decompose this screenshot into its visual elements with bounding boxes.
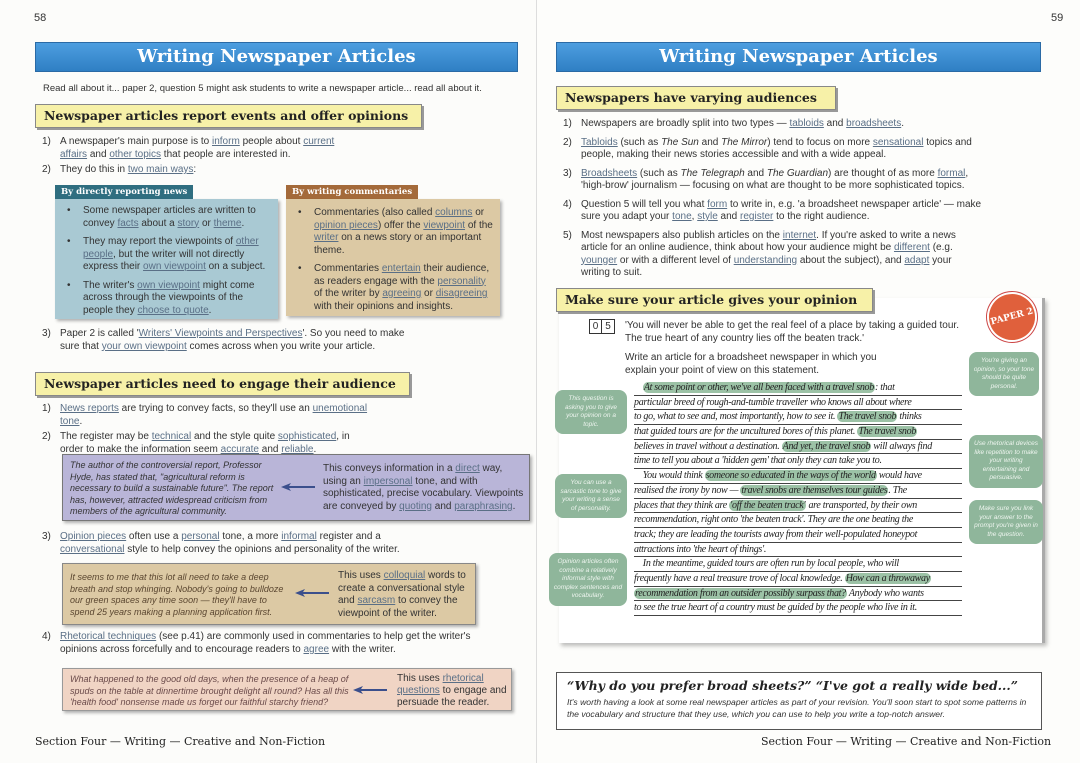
text: . bbox=[241, 217, 245, 229]
answer-line bbox=[634, 410, 962, 425]
answer-line bbox=[634, 440, 962, 455]
key-term: impersonal bbox=[363, 475, 413, 487]
page-number: 59 bbox=[1051, 12, 1064, 24]
key-term: direct bbox=[455, 463, 480, 474]
callout-informal: Opinion articles often combine a relatively informal style with complex sentences and vocabulary. bbox=[549, 553, 627, 606]
key-term: different bbox=[893, 242, 930, 253]
text: This conveys information in a bbox=[323, 463, 456, 474]
callout-rhetorical: Use rhetorical devices like repetition to make your writing entertaining and persuasive. bbox=[969, 435, 1043, 488]
highlighted-phrase: At some point or other, we've all been faced with a travel snob bbox=[643, 382, 874, 393]
key-term: tabloids bbox=[789, 118, 824, 129]
text: of the writer by bbox=[314, 288, 383, 299]
text: (see p.41) are commonly used in commentaries to help get the writer's opinions across forcefully and to encourage readers to bbox=[60, 631, 471, 655]
list-item: 1) Newspapers are broadly split into two types — tabloids and broadsheets. bbox=[563, 118, 904, 129]
text: This uses bbox=[338, 570, 384, 581]
reporting-box bbox=[55, 199, 278, 319]
highlighted-phrase: travel snobs are themselves tour guides bbox=[741, 484, 888, 496]
section-heading: Make sure your article gives your opinion bbox=[556, 288, 873, 312]
publication-name: The Sun bbox=[661, 136, 699, 148]
right-page bbox=[536, 0, 1080, 763]
list-item: 5) Most newspapers also publish articles on the internet. If you're asked to write a news article for an online audience, think about how your audience might be different (e.g. younger or with a different level of understanding about the subject), and adapt your writing to suit. bbox=[563, 229, 956, 278]
text: The writer's bbox=[83, 279, 138, 291]
key-term: own viewpoint bbox=[143, 261, 206, 272]
text: to write in, e.g. 'a broadsheet newspaper article' — make sure you adapt your bbox=[581, 198, 982, 222]
text: comes across when you write your article. bbox=[186, 340, 376, 352]
answer-line bbox=[634, 543, 962, 558]
text: topics and people, making their news stories accessible and with a wide appeal. bbox=[581, 136, 972, 160]
answer-line bbox=[634, 396, 962, 411]
tip-box bbox=[556, 672, 1042, 730]
text: (e.g. bbox=[929, 242, 953, 253]
text: places that they think are bbox=[634, 499, 730, 511]
key-term: Rhetorical techniques bbox=[60, 631, 157, 642]
tip-title: “Why do you prefer broad sheets?” “I've got a really wide bed...” bbox=[567, 678, 1018, 693]
list-item: 1) A newspaper's main purpose is to inform people about current affairs and other topics that people are interested in. bbox=[42, 136, 335, 160]
key-term: personal bbox=[181, 531, 220, 542]
example-box-rhetorical bbox=[62, 668, 512, 711]
text: They may report the viewpoints of bbox=[83, 236, 236, 247]
text: with their opinions and insights. bbox=[314, 300, 453, 312]
text: to convey the viewpoint of the writer. bbox=[338, 595, 458, 619]
text: A newspaper's main purpose is to bbox=[60, 136, 212, 147]
key-term: unemotional tone bbox=[60, 403, 368, 427]
answer-text bbox=[634, 381, 962, 616]
paper-badge: PAPER 2 bbox=[981, 286, 1042, 347]
answer-line bbox=[634, 528, 962, 543]
text: and the style quite bbox=[191, 431, 278, 442]
answer-line bbox=[634, 425, 962, 440]
key-term: story bbox=[177, 217, 200, 229]
highlighted-phrase: How can a throwaway bbox=[845, 572, 930, 584]
key-term: facts bbox=[117, 217, 139, 229]
footer: Section Four — Writing — Creative and Non-Fiction bbox=[35, 735, 326, 748]
text: ) are thought of as more bbox=[828, 167, 938, 179]
bullet bbox=[55, 280, 270, 318]
example-quote: The author of the controversial report, Professor Hyde, has stated that, "agricultural reform is necessary to build a sustainable future". The report has, however, attracted widespread criticism from members of the agricultural community. bbox=[70, 460, 274, 516]
key-term: internet bbox=[782, 229, 817, 241]
text: realised the irony by now — bbox=[634, 484, 741, 496]
question-instruction: Write an article for a broadsheet newspaper in which you explain your point of view on this statement. bbox=[625, 352, 877, 376]
text: Paper 2 is called ' bbox=[60, 328, 139, 339]
answer-line bbox=[634, 454, 962, 469]
text: : bbox=[193, 164, 197, 175]
callout-personal: You're giving an opinion, so your tone should be quite personal. bbox=[969, 352, 1039, 396]
answer-line bbox=[634, 572, 962, 587]
text: people about bbox=[239, 136, 304, 147]
key-term: sensational bbox=[872, 136, 924, 148]
key-term: style bbox=[697, 211, 718, 222]
example-note bbox=[323, 463, 528, 513]
page-title: Writing Newspaper Articles bbox=[35, 42, 518, 72]
text: , bbox=[691, 211, 698, 222]
text: to see the true heart of a country must be guided by the people who live in it. bbox=[634, 602, 917, 614]
answer-line bbox=[634, 601, 962, 616]
example-box-report bbox=[62, 454, 530, 521]
text: Question 5 will tell you what bbox=[581, 198, 708, 210]
key-term: Tabloids bbox=[581, 136, 618, 148]
list-item: 1) News reports are trying to convey facts, so they'll use an unemotional tone. bbox=[42, 403, 368, 427]
arrow-left-icon bbox=[353, 686, 387, 694]
text: : that bbox=[874, 382, 895, 393]
key-term: choose to quote bbox=[137, 304, 209, 316]
key-term: sarcasm bbox=[357, 595, 396, 606]
publication-name: The Mirror bbox=[721, 136, 768, 148]
key-term: technical bbox=[151, 431, 192, 442]
key-term: accurate bbox=[220, 443, 259, 455]
box-tab: By directly reporting news bbox=[55, 185, 193, 199]
text: ) tend to focus on more bbox=[767, 136, 873, 148]
text: The register may be bbox=[60, 431, 152, 442]
callout-asking: This question is asking you to give your opinion on a topic. bbox=[555, 390, 627, 434]
text: particular breed of rough-and-tumble traveller who knows all about where bbox=[634, 396, 912, 408]
key-term: colloquial bbox=[383, 570, 426, 581]
text: Commentaries bbox=[314, 263, 382, 274]
text: . bbox=[313, 443, 317, 455]
text: They do this in bbox=[60, 164, 128, 175]
example-note bbox=[338, 570, 473, 620]
text: often use a bbox=[126, 531, 182, 542]
text: . bbox=[901, 118, 904, 129]
publication-name: The Telegraph bbox=[680, 167, 745, 179]
list-item: 2) The register may be technical and the style quite sophisticated, in order to make the information seem accurate and reliable. bbox=[42, 431, 350, 455]
key-term: current affairs bbox=[60, 136, 335, 160]
text: Most newspapers also publish articles on the bbox=[581, 229, 783, 241]
highlighted-phrase: someone so educated in the ways of the world bbox=[705, 470, 876, 482]
text: register and a bbox=[316, 531, 381, 542]
text: . bbox=[512, 500, 516, 512]
key-term: your own viewpoint bbox=[101, 340, 187, 352]
section-heading: Newspaper articles need to engage their audience bbox=[35, 372, 410, 396]
text: tone, a more bbox=[219, 531, 282, 542]
key-term: rhetorical questions bbox=[397, 673, 484, 696]
question-quote: 'You will never be able to get the real feel of a place by taking a guided tour. The true heart of any country lies off the beaten track.' bbox=[625, 320, 959, 344]
text: Commentaries (also called bbox=[314, 207, 436, 218]
list-item: 4) Rhetorical techniques (see p.41) are commonly used in commentaries to help get the writer's opinions across forcefully and to encourage readers to agree with the writer. bbox=[42, 631, 471, 655]
key-term: understanding bbox=[733, 254, 798, 266]
answer-line bbox=[634, 513, 962, 528]
text: and bbox=[698, 136, 722, 148]
example-note bbox=[397, 673, 509, 709]
text: attractions into 'the heart of things'. bbox=[634, 543, 767, 555]
key-term: writer bbox=[314, 232, 339, 243]
key-term: viewpoint bbox=[423, 219, 466, 231]
key-term: formal bbox=[937, 167, 966, 179]
arrow-left-icon bbox=[281, 483, 315, 491]
text: In the meantime, guided tours are often run by local people, who will bbox=[634, 558, 899, 570]
answer-line bbox=[634, 381, 962, 396]
list-item: 4) Question 5 will tell you what form to write in, e.g. 'a broadsheet newspaper article' — make sure you adapt your tone, style and register to the right audience. bbox=[563, 198, 982, 222]
text: frequently have a real treasure trove of local knowledge. bbox=[634, 572, 845, 584]
key-term: sophisticated bbox=[277, 431, 337, 442]
key-term: columns bbox=[435, 207, 473, 218]
key-term: two main ways bbox=[127, 164, 194, 175]
text: This uses bbox=[397, 673, 443, 684]
text: and bbox=[823, 118, 847, 129]
list-item: 3) Paper 2 is called 'Writers' Viewpoints and Perspectives'. So you need to make sure that your own viewpoint comes across when you write your article. bbox=[42, 328, 405, 352]
text: with the writer. bbox=[329, 643, 396, 655]
bullet bbox=[286, 207, 494, 257]
text: to engage and persuade the reader. bbox=[397, 685, 507, 708]
list-item: 3) Broadsheets (such as The Telegraph and The Guardian) are thought of as more formal, 'high-brow' journalism — focusing on what are thought to be more sophisticated topics. bbox=[563, 167, 969, 191]
text: , 'high-brow' journalism — focusing on what are thought to be more sophisticated topics. bbox=[581, 167, 969, 191]
text: that people are interested in. bbox=[161, 148, 291, 160]
bullet bbox=[55, 205, 270, 230]
text: '. So you need to make sure that bbox=[60, 328, 405, 352]
text: or with a different level of bbox=[617, 254, 734, 266]
list-item: 2) They do this in two main ways: bbox=[42, 164, 197, 175]
text: tone, and with sophisticated, precise vocabulary. Viewpoints are conveyed by bbox=[323, 475, 524, 512]
text: to go, what to see and, most importantly, how to see it. bbox=[634, 411, 838, 423]
bullet bbox=[286, 263, 494, 313]
text: will always find bbox=[871, 440, 932, 452]
key-term: opinion pieces bbox=[314, 219, 378, 231]
text: are trying to convey facts, so they'll use an bbox=[118, 403, 313, 414]
key-term: theme bbox=[213, 217, 242, 229]
answer-line bbox=[634, 469, 962, 484]
left-page bbox=[0, 0, 536, 763]
answer-line bbox=[634, 499, 962, 514]
callout-sarcastic: You can use a sarcastic tone to give your writing a sense of personality. bbox=[555, 474, 627, 518]
highlighted-phrase: recommendation from an outsider possibly surpass that? bbox=[635, 587, 846, 599]
text: time to tell you about a 'hidden gem' that only they can take you to. bbox=[634, 455, 882, 467]
key-term: agreeing bbox=[382, 288, 422, 299]
bullet bbox=[55, 236, 270, 274]
text: and bbox=[431, 500, 455, 512]
example-quote: What happened to the good old days, when the presence of a heap of spuds on the table at dinnertime brought delight all round? Has all this 'health food' nonsense made us forget our faithful starchy friend? bbox=[70, 674, 349, 707]
text: on a news story or an important theme. bbox=[314, 232, 482, 256]
tip-body: It's worth having a look at some real newspaper articles as part of your revision. You'll soon start to spot some patterns in the vocabulary and structure that they use, which you can use to help you write a top-notch answer. bbox=[567, 697, 1027, 719]
text: . bbox=[79, 415, 83, 427]
key-term: paraphrasing bbox=[454, 500, 513, 512]
highlighted-phrase: The travel snob bbox=[838, 411, 897, 423]
text: Newspapers are broadly split into two types — bbox=[581, 118, 790, 129]
text: their audience, as readers engage with the bbox=[314, 263, 490, 287]
text: on a subject. bbox=[205, 261, 266, 272]
key-term: Writers' Viewpoints and Perspectives bbox=[138, 328, 303, 339]
text: and bbox=[87, 148, 110, 160]
page-title: Writing Newspaper Articles bbox=[556, 42, 1041, 72]
text: ) offer the bbox=[377, 219, 424, 231]
text: way, using an bbox=[323, 463, 503, 487]
text: about a bbox=[138, 217, 178, 229]
text: of the bbox=[465, 219, 493, 231]
key-term: Broadsheets bbox=[581, 167, 638, 179]
question-number bbox=[589, 319, 615, 334]
answer-line bbox=[634, 587, 962, 602]
text: (such as bbox=[617, 136, 662, 148]
text: your writing to suit. bbox=[581, 254, 952, 278]
key-term: quoting bbox=[399, 500, 432, 512]
digit: 0 bbox=[589, 319, 602, 334]
text: are transported, by their own bbox=[806, 499, 917, 511]
list-item: 2) Tabloids (such as The Sun and The Mirror) tend to focus on more sensational topics and people, making their news stories accessible and with a wide appeal. bbox=[563, 136, 972, 160]
text: or bbox=[199, 217, 214, 229]
commentary-box bbox=[286, 199, 500, 316]
example-quote: It seems to me that this lot all need to take a deep breath and stop whinging. Nobody's going to bulldoze our green spaces any time soon — they'll have to spend 25 years making a planning application first. bbox=[70, 572, 284, 617]
key-term: register bbox=[740, 211, 774, 222]
digit: 5 bbox=[602, 319, 615, 334]
section-heading: Newspaper articles report events and offer opinions bbox=[35, 104, 422, 128]
callout-link: Make sure you link your answer to the prompt you're given in the question. bbox=[969, 500, 1043, 544]
text: (such as bbox=[637, 167, 681, 179]
text: about the subject), and bbox=[797, 254, 905, 266]
highlighted-phrase: 'off the beaten track' bbox=[730, 499, 806, 511]
text bbox=[634, 382, 643, 393]
key-term: younger bbox=[581, 254, 618, 266]
key-term: entertain bbox=[381, 263, 421, 274]
key-term: News reports bbox=[60, 403, 119, 414]
list-item: 3) Opinion pieces often use a personal tone, a more informal register and a conversational style to help convey the opinions and personality of the writer. bbox=[42, 531, 400, 555]
section-heading: Newspapers have varying audiences bbox=[556, 86, 836, 110]
key-term: inform bbox=[212, 136, 240, 147]
key-term: disagreeing bbox=[435, 288, 488, 299]
key-term: personality bbox=[437, 275, 486, 287]
text: words to create a conversational style and bbox=[338, 570, 466, 606]
highlighted-phrase: The travel snob bbox=[858, 426, 917, 438]
text: believes in travel without a destination. bbox=[634, 440, 782, 452]
text: and bbox=[717, 211, 741, 222]
text: might come across through the viewpoints of the people they bbox=[83, 279, 255, 316]
text: or bbox=[472, 207, 485, 218]
text: or bbox=[421, 288, 436, 299]
key-term: agree bbox=[303, 643, 330, 655]
text: and bbox=[259, 443, 282, 455]
text: , but the writer will not directly express their bbox=[83, 248, 245, 272]
page-number: 58 bbox=[34, 12, 47, 24]
key-term: form bbox=[707, 198, 728, 210]
answer-line bbox=[634, 484, 962, 499]
footer: Section Four — Writing — Creative and Non-Fiction bbox=[761, 735, 1052, 748]
box-tab: By writing commentaries bbox=[286, 185, 418, 199]
text: and bbox=[744, 167, 767, 179]
key-term: Opinion pieces bbox=[60, 531, 127, 542]
text: would have bbox=[876, 470, 922, 482]
intro-text: Read all about it... paper 2, question 5 might ask students to write a newspaper article... read all about it. bbox=[43, 83, 482, 94]
key-term: conversational bbox=[60, 543, 125, 555]
text: that guided tours are for the uncultured bores of this planet. bbox=[634, 426, 858, 438]
key-term: other people bbox=[83, 236, 259, 260]
text: to the right audience. bbox=[773, 211, 870, 222]
key-term: informal bbox=[281, 531, 317, 542]
key-term: broadsheets bbox=[846, 118, 902, 129]
key-term: reliable bbox=[281, 443, 314, 455]
text: . If you're asked to write a news article for an online audience, think about how your audience might be bbox=[581, 229, 956, 253]
arrow-left-icon bbox=[295, 589, 329, 597]
text: You would think bbox=[634, 470, 705, 482]
text: . The bbox=[888, 484, 907, 496]
text: . bbox=[208, 304, 212, 316]
text: track; they are leading the tourists away from their well-populated honeypot bbox=[634, 528, 918, 540]
key-term: adapt bbox=[904, 254, 930, 266]
highlighted-phrase: And yet, the travel snob bbox=[782, 440, 871, 452]
example-box-opinion bbox=[62, 563, 476, 625]
text: recommendation, right onto 'the beaten track'. They are the one beating the bbox=[634, 514, 914, 526]
key-term: own viewpoint bbox=[137, 279, 200, 291]
text: Anybody who wants bbox=[846, 587, 924, 599]
key-term: other topics bbox=[109, 148, 162, 160]
publication-name: The Guardian bbox=[766, 167, 829, 179]
key-term: tone bbox=[672, 211, 692, 222]
text: , in order to make the information seem bbox=[60, 431, 350, 455]
text: thinks bbox=[897, 411, 922, 423]
text: style to help convey the opinions and personality of the writer. bbox=[124, 543, 400, 555]
answer-line bbox=[634, 557, 962, 572]
text: Some newspaper articles are written to convey bbox=[83, 205, 256, 229]
